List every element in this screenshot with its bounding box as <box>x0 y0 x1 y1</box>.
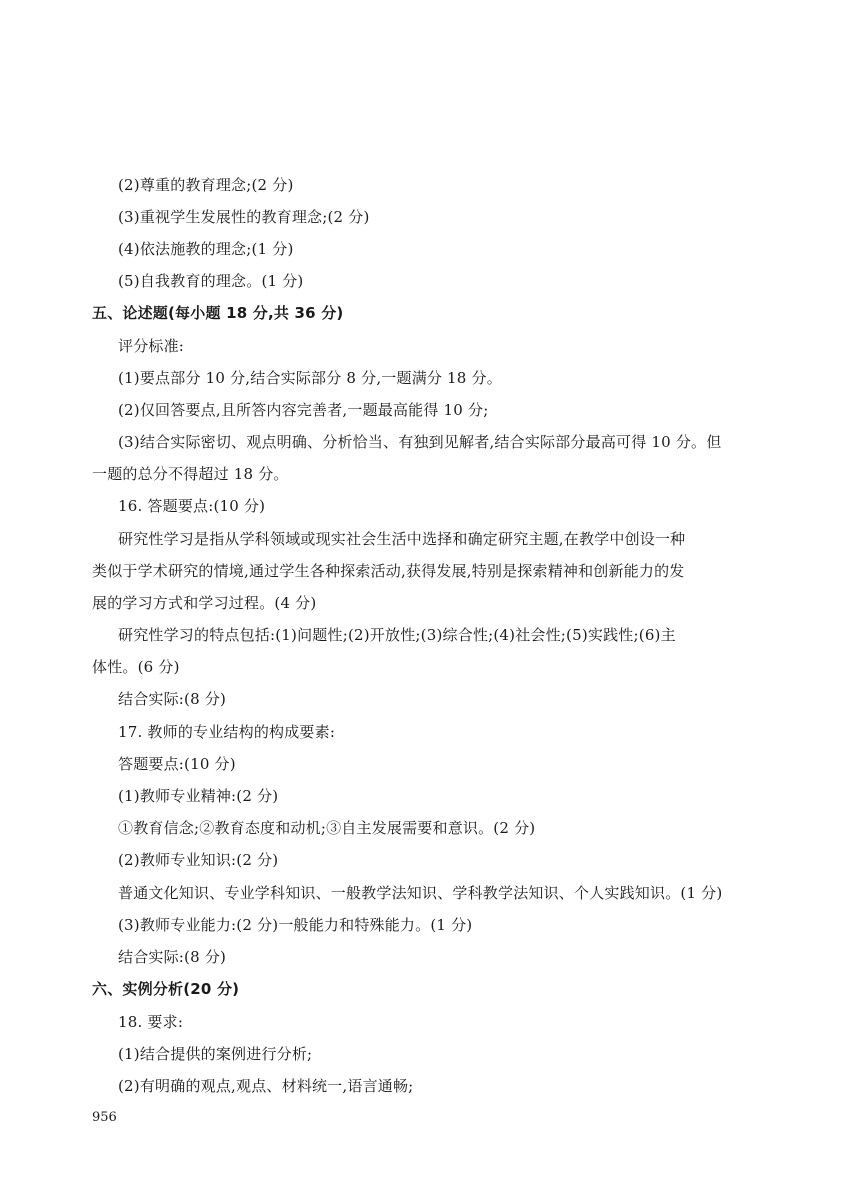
text-line: (1)结合提供的案例进行分析; <box>118 1045 313 1063</box>
text-line: 研究性学习的特点包括:(1)问题性;(2)开放性;(3)综合性;(4)社会性;(5)实践性;(6)主 <box>118 626 676 644</box>
text-line: (4)依法施教的理念;(1 分) <box>118 240 294 258</box>
text-line: 答题要点:(10 分) <box>118 755 236 773</box>
text-line: 类似于学术研究的情境,通过学生各种探索活动,获得发展,特别是探索精神和创新能力的发 <box>92 562 685 580</box>
text-line: 体性。(6 分) <box>92 658 180 676</box>
question-line: 16. 答题要点:(10 分) <box>118 497 266 515</box>
text-line: (1)要点部分 10 分,结合实际部分 8 分,一题满分 18 分。 <box>118 369 502 387</box>
text-line: (1)教师专业精神:(2 分) <box>118 787 279 805</box>
text-line: (2)有明确的观点,观点、材料统一,语言通畅; <box>118 1077 414 1095</box>
text-line: 评分标准: <box>118 337 185 355</box>
page-number: 956 <box>92 1110 117 1125</box>
text-line: (3)教师专业能力:(2 分)一般能力和特殊能力。(1 分) <box>118 916 473 934</box>
text-line: ①教育信念;②教育态度和动机;③自主发展需要和意识。(2 分) <box>118 819 536 837</box>
text-line: 结合实际:(8 分) <box>118 948 227 966</box>
text-line: (2)教师专业知识:(2 分) <box>118 851 279 869</box>
text-line: (3)重视学生发展性的教育理念;(2 分) <box>118 208 370 226</box>
text-line: 一题的总分不得超过 18 分。 <box>92 465 289 483</box>
question-line: 17. 教师的专业结构的构成要素: <box>118 723 336 741</box>
text-line: 展的学习方式和学习过程。(4 分) <box>92 594 317 612</box>
section-heading: 五、论述题(每小题 18 分,共 36 分) <box>92 304 344 322</box>
section-heading: 六、实例分析(20 分) <box>92 980 240 998</box>
text-line: 结合实际:(8 分) <box>118 690 227 708</box>
question-line: 18. 要求: <box>118 1013 184 1031</box>
text-line: 普通文化知识、专业学科知识、一般教学法知识、学科教学法知识、个人实践知识。(1 分) <box>118 884 723 902</box>
text-line: (2)尊重的教育理念;(2 分) <box>118 176 294 194</box>
text-line: (2)仅回答要点,且所答内容完善者,一题最高能得 10 分; <box>118 401 489 419</box>
text-line: (3)结合实际密切、观点明确、分析恰当、有独到见解者,结合实际部分最高可得 10 分。但 <box>118 433 722 451</box>
text-line: 研究性学习是指从学科领域或现实社会生活中选择和确定研究主题,在教学中创设一种 <box>118 530 686 548</box>
text-line: (5)自我教育的理念。(1 分) <box>118 272 304 290</box>
